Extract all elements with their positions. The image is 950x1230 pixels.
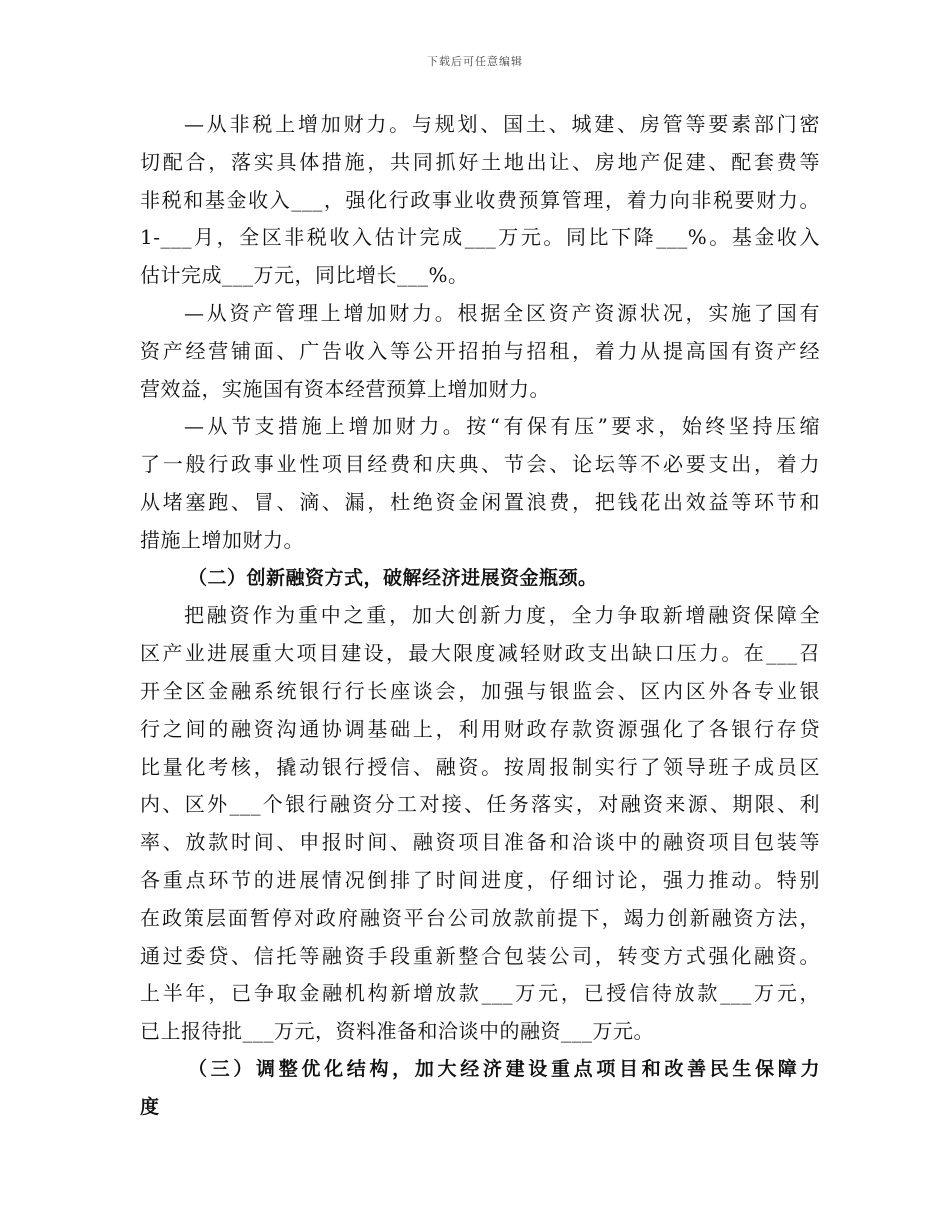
text-line: —从节支措施上增加财力。按“有保有压”要求，始终坚持压缩 (184, 414, 820, 439)
section-heading-structure (140, 1051, 820, 1127)
text-line: 非税和基金收入___，强化行政事业收费预算管理，着力向非税要财力。 (140, 187, 820, 212)
text-line: 上半年，已争取金融机构新增放款___万元，已授信待放款___万元， (140, 981, 820, 1006)
text-line: 营效益，实施国有资本经营预算上增加财力。 (140, 376, 550, 401)
section-heading: （三）调整优化结构，加大经济建设重点项目和改善民生保障力 (188, 1057, 820, 1080)
paragraph-asset-management (140, 295, 820, 408)
text-line: 在政策层面暂停对政府融资平台公司放款前提下，竭力创新融资方法， (140, 905, 820, 930)
text-line: 1-___月，全区非税收入估计完成___万元。同比下降___%。基金收入 (140, 225, 820, 250)
text-line: 从堵塞跑、冒、滴、漏，杜绝资金闲置浪费，把钱花出效益等环节和 (140, 489, 820, 514)
text-line: 开全区金融系统银行行长座谈会，加强与银监会、区内区外各专业银 (140, 678, 820, 703)
text-line: 内、区外___个银行融资分工对接、任务落实，对融资来源、期限、利 (140, 792, 820, 817)
section-heading: （二）创新融资方式，破解经济进展资金瓶颈。 (188, 566, 598, 589)
text-line: 行之间的融资沟通协调基础上，利用财政存款资源强化了各银行存贷 (140, 716, 820, 741)
paragraph-cost-saving (140, 408, 820, 559)
text-line: 措施上增加财力。 (140, 527, 304, 552)
paragraph-financing (140, 597, 820, 1051)
text-line: 各重点环节的进展情况倒排了时间进度，仔细讨论，强力推动。特别 (140, 867, 820, 892)
section-heading-financing (140, 560, 820, 598)
text-line: 区产业进展重大项目建设，最大限度减轻财政支出缺口压力。在___召 (140, 641, 820, 666)
text-line: 把融资作为重中之重，加大创新力度，全力争取新增融资保障全 (184, 603, 820, 628)
text-line: 已上报待批___万元，资料准备和洽谈中的融资___万元。 (140, 1019, 654, 1044)
document-body (140, 106, 820, 1127)
text-line: —从非税上增加财力。与规划、国土、城建、房管等要素部门密 (184, 112, 820, 136)
section-heading: 度 (140, 1095, 160, 1118)
text-line: 估计完成___万元，同比增长___%。 (140, 263, 469, 288)
page-header: 下载后可任意编辑 (427, 55, 523, 68)
text-line: 比量化考核，撬动银行授信、融资。按周报制实行了领导班子成员区 (140, 754, 820, 779)
text-line: 切配合，落实具体措施，共同抓好土地出让、房地产促建、配套费等 (140, 149, 820, 174)
text-line: 了一般行政事业性项目经费和庆典、节会、论坛等不必要支出，着力 (140, 452, 820, 477)
text-line: 通过委贷、信托等融资手段重新整合包装公司，转变方式强化融资。 (140, 943, 820, 968)
text-line: 资产经营铺面、广告收入等公开招拍与招租，着力从提高国有资产经 (140, 338, 820, 363)
paragraph-non-tax-revenue (140, 106, 820, 295)
text-line: —从资产管理上增加财力。根据全区资产资源状况，实施了国有 (184, 300, 820, 325)
text-line: 率、放款时间、申报时间、融资项目准备和洽谈中的融资项目包装等 (140, 830, 820, 855)
